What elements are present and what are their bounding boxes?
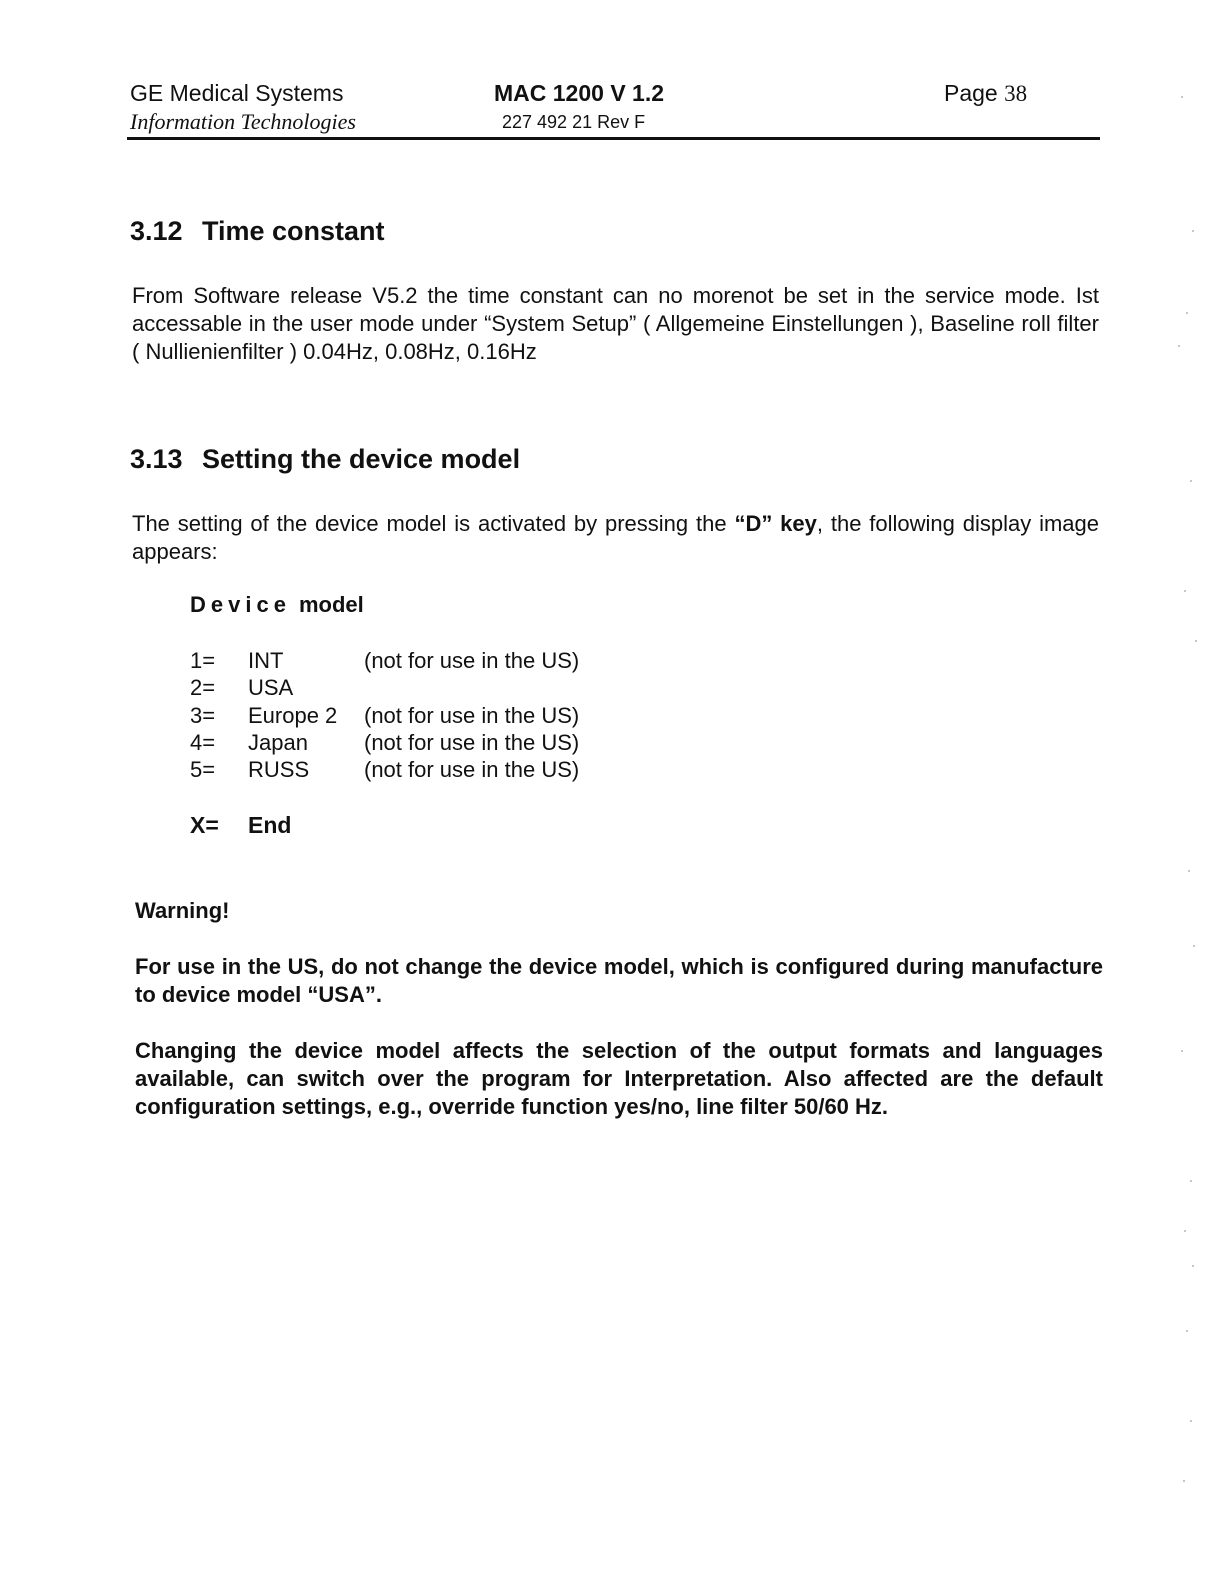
option-key: 1= bbox=[190, 648, 216, 673]
document-number: 227 492 21 Rev F bbox=[502, 112, 646, 132]
display-title-word-1: Device bbox=[190, 592, 291, 617]
option-name: USA bbox=[248, 675, 294, 700]
option-key: 2= bbox=[190, 675, 216, 700]
option-name: INT bbox=[248, 648, 284, 673]
device-model-display-title bbox=[190, 592, 364, 618]
end-key: X= bbox=[190, 812, 219, 838]
d-key-reference: “D” key bbox=[734, 511, 817, 536]
section-heading-device-model bbox=[130, 444, 520, 475]
device-model-intro-paragraph bbox=[132, 510, 1099, 566]
option-note: (not for use in the US) bbox=[364, 757, 580, 782]
option-note: (not for use in the US) bbox=[364, 648, 580, 673]
page-label: Page bbox=[944, 80, 998, 106]
section-number: 3.13 bbox=[130, 444, 183, 474]
option-key: 3= bbox=[190, 703, 216, 728]
option-name: Japan bbox=[248, 730, 308, 755]
header-divider bbox=[127, 137, 1100, 140]
option-key: 4= bbox=[190, 730, 216, 755]
header-department: Information Technologies bbox=[130, 109, 356, 134]
option-name: RUSS bbox=[248, 757, 310, 782]
section-title: Setting the device model bbox=[202, 444, 521, 474]
device-model-effects-text: Changing the device model affects the selection of the output formats and languages available, can switch over the program for Interpretation. Also affected are the default configuration settings, e.g., override function yes/no, line filter 50/60 Hz. bbox=[135, 1038, 1103, 1119]
warning-label: Warning! bbox=[135, 898, 230, 923]
option-name: Europe 2 bbox=[248, 703, 338, 728]
header-company: GE Medical Systems bbox=[130, 80, 344, 106]
option-note: (not for use in the US) bbox=[364, 730, 580, 755]
option-key: 5= bbox=[190, 757, 216, 782]
option-note: (not for use in the US) bbox=[364, 703, 580, 728]
section-title: Time constant bbox=[202, 216, 385, 246]
end-label: End bbox=[248, 812, 292, 838]
time-constant-paragraph: From Software release V5.2 the time constant can no morenot be set in the service mode. Ist accessable in the user mode under “System Setup” ( Allgemeine Einstellungen ), Baseline roll filter ( Nullienienfilter ) 0.04Hz, 0.08Hz, 0.16Hz bbox=[132, 283, 1099, 364]
document-title: MAC 1200 V 1.2 bbox=[494, 80, 665, 106]
page-indicator bbox=[944, 80, 1027, 107]
display-title-word-2: model bbox=[298, 592, 364, 617]
warning-text: For use in the US, do not change the device model, which is configured during manufacture to device model “USA”. bbox=[135, 954, 1103, 1007]
page-number: 38 bbox=[1004, 81, 1028, 106]
section-heading-time-constant bbox=[130, 216, 385, 247]
intro-text-end: , the following display image appears: bbox=[132, 511, 1099, 564]
intro-text-start: The setting of the device model is activated by pressing the bbox=[132, 511, 735, 536]
section-number: 3.12 bbox=[130, 216, 183, 246]
